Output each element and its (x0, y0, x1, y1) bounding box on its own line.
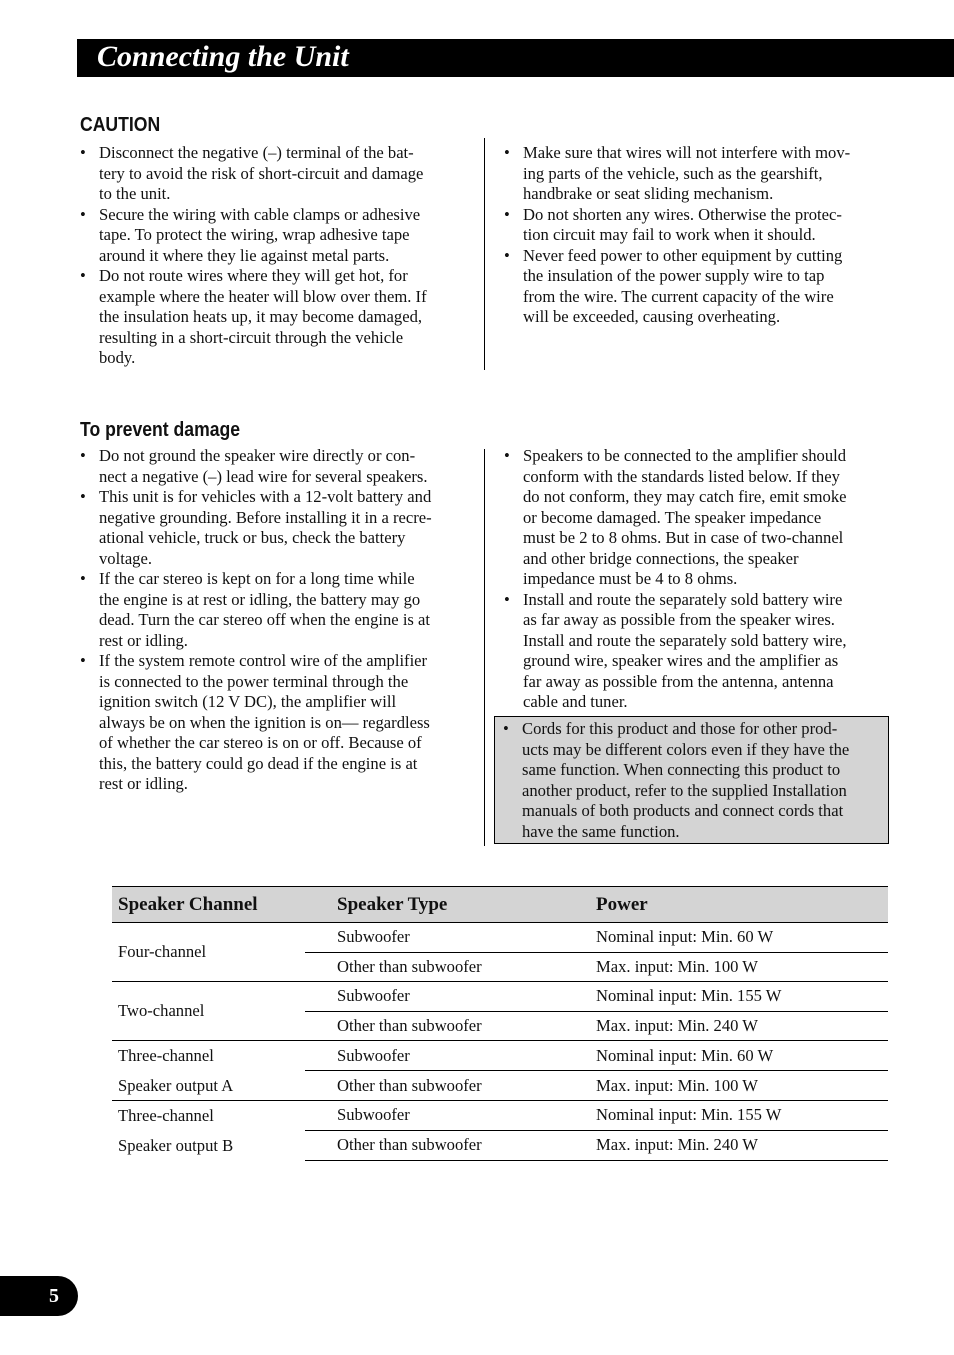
caution-column-divider (484, 138, 485, 370)
power-cell: Max. input: Min. 240 W (590, 1011, 888, 1041)
table-row (112, 1041, 888, 1071)
header-speaker-channel: Speaker Channel (112, 887, 305, 923)
prevent-left-list (80, 446, 475, 795)
table-row (112, 982, 888, 1012)
prevent-column-divider (484, 449, 485, 846)
note-box (494, 716, 889, 844)
list-item: • Disconnect the negative (–) terminal of the bat- tery to avoid the risk of short-circuit and damage to the unit. (80, 143, 475, 205)
speaker-channel-line: Three-channel (118, 1106, 214, 1125)
speaker-type-cell: Other than subwoofer (305, 1011, 590, 1041)
prevent-damage-heading: To prevent damage (80, 419, 241, 441)
header-bar (77, 39, 954, 77)
table-row (112, 1101, 888, 1131)
speaker-channel-cell: Two-channel (112, 982, 305, 1041)
page-number: 5 (49, 1285, 59, 1307)
power-cell: Nominal input: Min. 155 W (590, 1101, 888, 1131)
header-speaker-type: Speaker Type (305, 887, 590, 923)
power-cell: Nominal input: Min. 60 W (590, 1041, 888, 1071)
list-item: • Make sure that wires will not interfere with mov- ing parts of the vehicle, such as the gearshift, handbrake or seat sliding mechanism. (504, 143, 904, 205)
speaker-channel-cell: Four-channel (118, 942, 207, 961)
table-body (112, 923, 888, 1161)
caution-left-list (80, 143, 475, 369)
speaker-channel-cell (112, 1101, 305, 1161)
power-cell: Nominal input: Min. 155 W (590, 982, 888, 1012)
list-item: • Do not shorten any wires. Otherwise the protec- tion circuit may fail to work when it should. (504, 205, 904, 246)
page-number-tab (0, 1276, 78, 1316)
speaker-channel-line: Speaker output A (118, 1075, 234, 1095)
prevent-right-list (504, 446, 904, 713)
speaker-channel-line: Speaker output B (118, 1135, 234, 1155)
page-title: Connecting the Unit (97, 40, 349, 73)
caution-heading: CAUTION (80, 114, 161, 136)
caution-right-column (504, 143, 904, 328)
speaker-type-cell: Subwoofer (305, 1041, 590, 1071)
list-item: • Install and route the separately sold battery wire as far away as possible from the speaker wires. Install and route the separately sold battery wire, ground wire, speaker wires and the amplifier as far away as possible from the antenna, antenna cable and tuner. (504, 590, 904, 713)
power-cell: Max. input: Min. 100 W (590, 952, 888, 982)
caution-right-list (504, 143, 904, 328)
list-item: • If the car stereo is kept on for a long time while the engine is at rest or idling, the battery may go dead. Turn the car stereo off when the engine is at rest or idling. (80, 569, 475, 651)
list-item: • Speakers to be connected to the amplifier should conform with the standards listed below. If they do not conform, they may catch fire, emit smoke or become damaged. The speaker impedance must be 2 to 8 ohms. But in case of two-channel and other bridge connections, the speaker impedance must be 4 to 8 ohms. (504, 446, 904, 590)
power-cell: Max. input: Min. 100 W (590, 1071, 888, 1101)
list-item: • If the system remote control wire of the amplifier is connected to the power terminal through the ignition switch (12 V DC), the amplifier will always be on when the ignition is on— regardless of whether the car stereo is on or off. Because of this, the battery could go dead if the engine is at rest or idling. (80, 651, 475, 795)
speaker-channel-cell (112, 1041, 305, 1101)
speaker-type-cell: Subwoofer (305, 982, 590, 1012)
prevent-right-column (504, 446, 904, 713)
speaker-channel-line: Three-channel (118, 1046, 214, 1065)
list-item: • Secure the wiring with cable clamps or adhesive tape. To protect the wiring, wrap adhesive tape around it where they lie against metal parts. (80, 205, 475, 267)
speaker-type-cell: Other than subwoofer (305, 952, 590, 982)
caution-left-column (80, 143, 475, 369)
list-item: • This unit is for vehicles with a 12-volt battery and negative grounding. Before installing it in a recre- ational vehicle, truck or bus, check the battery voltage. (80, 487, 475, 569)
table-row (112, 923, 888, 953)
prevent-left-column (80, 446, 475, 795)
power-cell: Max. input: Min. 240 W (590, 1130, 888, 1160)
power-cell: Nominal input: Min. 60 W (596, 927, 774, 947)
speaker-type-cell: Subwoofer (337, 927, 410, 947)
list-item: • Do not ground the speaker wire directly or con- nect a negative (–) lead wire for several speakers. (80, 446, 475, 487)
list-item: • Never feed power to other equipment by cutting the insulation of the power supply wire to tap from the wire. The current capacity of the wire will be exceeded, causing overheating. (504, 246, 904, 328)
speaker-spec-table (112, 886, 888, 1161)
speaker-type-cell: Other than subwoofer (305, 1130, 590, 1160)
header-power: Power (590, 887, 888, 923)
list-item: • Do not route wires where they will get hot, for example where the heater will blow over them. If the insulation heats up, it may become damaged, resulting in a short-circuit through the vehicle body. (80, 266, 475, 369)
speaker-type-cell: Subwoofer (305, 1101, 590, 1131)
table-header-row (112, 887, 888, 923)
note-text: • Cords for this product and those for other prod- ucts may be different colors even if they have the same function. When connecting this product to another product, refer to the supplied Installation manuals of both products and connect cords that have the same function. (503, 719, 884, 842)
speaker-type-cell: Other than subwoofer (305, 1071, 590, 1101)
